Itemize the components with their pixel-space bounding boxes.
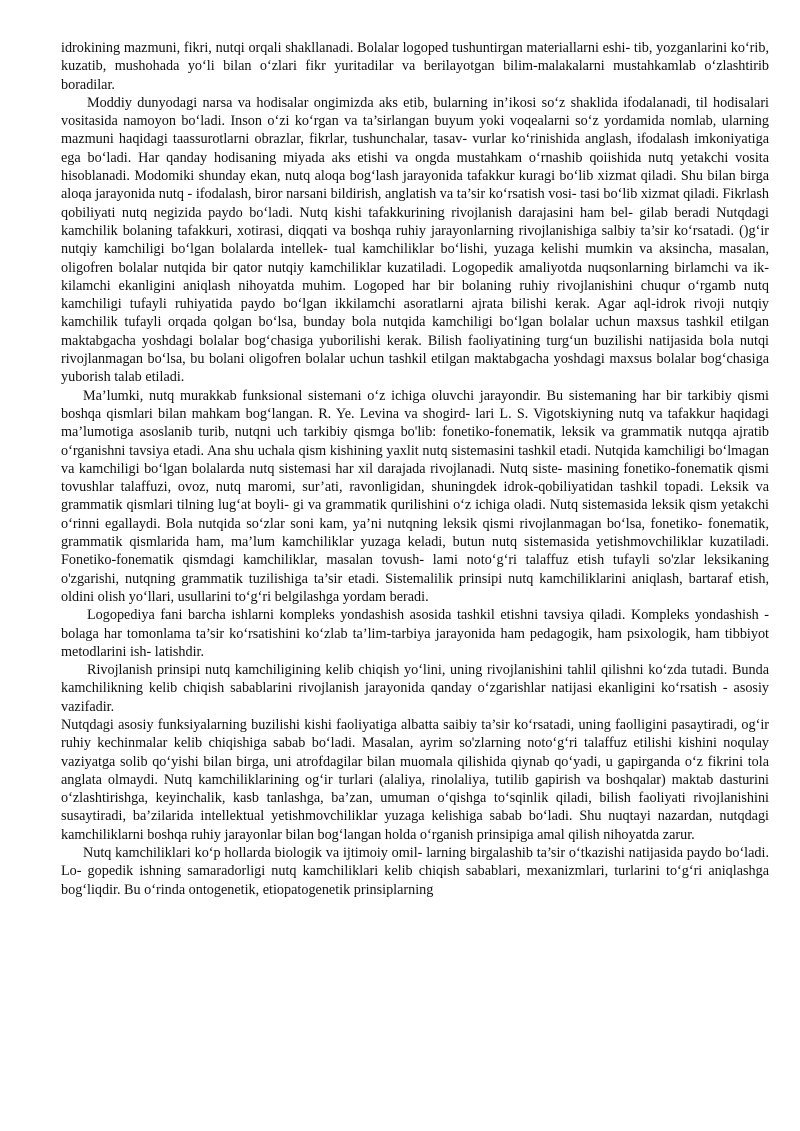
paragraph-speech-defects-causes: Nutq kamchiliklari ko‘p hollarda biologik va ijtimoiy omil- larning birgalashib ta’sir o‘tkazishi natijasida paydo bo‘ladi. Lo- gopedik ishning samaradorligi nutq kamchiliklari kelib chiqish sabablari, mexanizmlari, turlarini to‘g‘ri aniqlashga bog‘liqdir. Bu o‘rinda ontogenetik, etiopatogenetik prinsiplarning bbox=[61, 845, 769, 898]
paragraph-speech-functions: Nutqdagi asosiy funksiyalarning buzilishi kishi faoliyatiga albatta saibiy ta’sir ko‘rsatadi, uning faolligini pasaytiradi, og‘ir ruhiy kechinmalar kelib chiqishiga sabab bo‘ladi. Masalan, ayrim so'zlarning noto‘g‘ri talaffuz etilishi kishini noqulay vaziyatga solib qo‘yishi bilan birga, uni atrofdagilar bilan muomala qilishida qiynab qo‘yadi, u gapirganda o‘z fikrini tola anglata olmaydi. Nutq kamchiliklarining og‘ir turlari (alaliya, rinolaliya, tutilib gapirish va boshqalar) maktab dasturini o‘zlashtirishga, keyinchalik, kasb tanlashga, ba’zan, umuman o‘qishga to‘sqinlik qiladi, bilish faoliyati rivojlanishini susaytiradi, ba’zilarida intellektual yetishmovchiliklar yuzaga kelishiga sabab bo‘ladi. Shu nuqtayi nazardan, nutqdagi kamchiliklarni boshqa ruhiy jarayonlar bilan bog‘langan holda o‘rganish prinsipiga amal qilish nihoyatda zarur. bbox=[61, 716, 769, 843]
paragraph-continuation: idrokining mazmuni, fikri, nutqi orqali shakllanadi. Bolalar logoped tushuntirgan materiallarni eshi- tib, yozganlarini ko‘rib, kuzatib, mushohada yo‘li bilan o‘zlari fikr yuritadilar va berilayotgan bilim-malakalarni mustahkamlab o‘zlashtirib boradilar. bbox=[61, 40, 769, 93]
document-page bbox=[61, 39, 769, 899]
paragraph-material-world: Moddiy dunyodagi narsa va hodisalar ongimizda aks etib, bularning in’ikosi so‘z shaklida ifodalanadi, til hodisalari vositasida namoyon bo‘ladi. Inson o‘zi ko‘rgan va ta’sirlangan buyum yoki voqealarni so‘z yordamida nomlab, ularning mazmuni haqidagi taassurotlarni obrazlar, fikrlar, tushunchalar, tasav- vurlar ko‘rinishida anglash, ifodalash imkoniyatiga ega bo‘ladi. Har qanday hodisaning miyada aks etishi va ongda mustahkam o‘rnashib qoiishida nutq yetakchi vosita hisoblanadi. Modomiki shunday ekan, nutq aloqa bog‘lash jarayonida tafakkur kuragi bo‘lib xizmat qiladi. Shu bilan birga aloqa jarayonida nutq - ifodalash, biror narsani bildirish, anglatish va ta’sir ko‘rsatish vosi- tasi bo‘lib xizmat qiladi. Fikrlash qobiliyati nutq negizida paydo bo‘ladi. Nutq kishi tafakkurining rivojlanish darajasini ham bel- gilab beradi Nutqdagi kamchilik bolaning tafakkuri, xotirasi, diqqati va boshqa ruhiy jarayonlarning rivojlanishiga salbiy ta’sir ko‘rsatadi. ()g‘ir nutqiy kamchiligi bo‘lgan bolalarda intellek- tual kamchiliklar bo‘lishi, yuzaga kelishi mumkin va aksincha, masalan, oligofren bolalar nutqida bir qator nutqiy kamchiliklar kuzatiladi. Logopedik amaliyotda nuqsonlarning birlamchi va ik- kilamchi ekanligini aniqlash nihoyatda muhim. Logoped har bir bolaning ruhiy rivojlanishini chuqur o‘rgamb nutq kamchiligi tufayli ruhiyatida paydo bo‘lgan ikkilamchi asoratlarni ajrata bilishi kerak. Agar aql-idrok rivoji nutqiy kamchilik tufayli orqada qolgan bo‘lsa, bunday bola nutqida kamchiligi bo‘lgan bolalar uchun maxsus tashkil etilgan maktabgacha yoshdagi bolalar bog‘chasiga yuborilishi kerak. Bilish faoliyatining turg‘un buzilishi natijasida bola nutqi rivojlanmagan bo‘lsa, bu bolani oligofren bolalar uchun tashkil etilgan maktabgacha yoshdagi maxsus bolalar bog‘chasiga yuborish talab etiladi. bbox=[61, 94, 769, 386]
paragraph-functional-system: Ma’lumki, nutq murakkab funksional sistemani o‘z ichiga oluvchi jarayondir. Bu sistemaning har bir tarkibiy qismi boshqa qismlari bilan mahkam bog‘langan. R. Ye. Levina va shogird- lari L. S. Vigotskiyning nutq va tafakkur haqidagi ma’lumotiga asoslanib turib, nutqni uch tarkibiy qismga bo'lib: fonetiko-fonematik, leksik va grammatik nutqqa ajratib o‘rganishni tavsiya etadi. Ana shu uchala qism kishining yaxlit nutq sistemasini tashkil etadi. Nutqida kamchiligi bo‘lmagan va kamchiligi bo‘lgan bolalarda nutq sistemasi har xil darajada rivojlanadi. Nutq siste- masining fonetiko-fonematik qismi tovushlar talaffuzi, ovoz, nutq maromi, sur’ati, ravonligidan, shuningdek idrok-qobiliyatidan tashkil topadi. Leksik va grammatik qismlari tilning lug‘at boyli- gi va grammatik qurilishini o‘z ichiga oladi. Nutq sistemasida leksik qism yetakchi o‘rinni egallaydi. Bola nutqida so‘zlar soni kam, ya’ni nutqning leksik qismi rivojlanmagan bo‘lsa, fonetiko- fonematik, grammatik qismlarida ham, ma’lum kamchiliklar yuzaga keladi, butun nutq sistemasida yetishmovchiliklar kuzatiladi. Fonetiko-fonematik qismdagi kamchiliklar, masalan tovush- lami noto‘g‘ri talaffuz etish tufayli so'zlar leksikaning o'zgarishi, nutqning grammatik tuzilishiga ta’sir etadi. Sistemalilik prinsipi nutq kamchiliklarini aniqlash, bartaraf etish, oldini olish yo‘llari, usullarini to‘g‘ri belgilashga yordam beradi. bbox=[61, 387, 769, 605]
paragraph-development-principle: Rivojlanish prinsipi nutq kamchiligining kelib chiqish yo‘lini, uning rivojlanishini tahlil qilishni ko‘zda tutadi. Bunda kamchilikning kelib chiqish sabablarini rivojlanish jarayonida qanday o‘zgarishlar natijasi ekanligini ko‘rsatish - asosiy vazifadir. bbox=[61, 662, 769, 715]
paragraph-complex-approach: Logopediya fani barcha ishlarni kompleks yondashish asosida tashkil etishni tavsiya qiladi. Kompleks yondashish - bolaga har tomonlama ta’sir ko‘rsatishini ko‘zlab ta’lim-tarbiya jarayonida ham pedagogik, ham psixologik, ham tibbiyot metodlarini ish- latishdir. bbox=[61, 607, 769, 660]
